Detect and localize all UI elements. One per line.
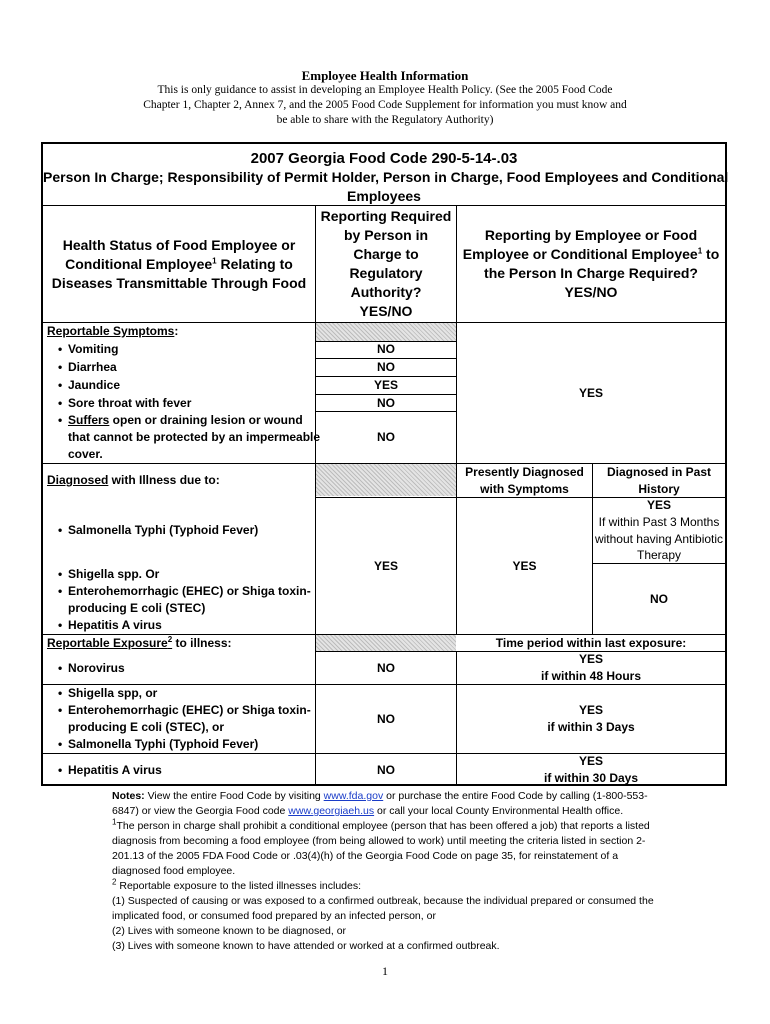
symptom-lesion-line-1: • Suffers open or draining lesion or wound [58,412,303,429]
notes-line-2: 6847) or view the Georgia Food code www.georgiaeh.us or call your local County Environmental Health office. [112,805,624,817]
footnote-1-line-4: diagnosed food employee. [112,865,236,877]
hepatitis-exposure-pic-value: NO [377,763,395,777]
section-title-line-2: Employees [347,188,421,204]
intro-line-1: This is only guidance to assist in developing an Employee Health Policy. (See the 2005 Food Code [157,84,613,96]
footnote-2-line-4: (2) Lives with someone known to be diagnosed, or [112,925,347,937]
col1-header-line-3: Diseases Transmittable Through Food [51,275,307,291]
footnote-1-line-1: $^1$The person in charge shall prohibit a conditional employee (person that has been offered a job) that reports a listed [112,817,650,832]
vomiting-pic-value: NO [377,342,395,356]
col1-header-line-1: Health Status of Food Employee or [62,237,296,253]
lesion-pic-value: NO [377,430,395,444]
col2-header-line-5: Authority? [350,284,422,300]
sore-throat-pic-value: NO [377,396,395,410]
group-exposure-pic-value: NO [377,712,395,726]
page-number: 1 [382,964,388,978]
diagnosed-shigella: • Shigella spp. Or [58,566,159,583]
hepatitis-period-yes: YES [578,754,603,768]
diagnosed-ehec-line-2: producing E coli (STEC) [68,601,206,615]
typhoid-past-line-1: If within Past 3 Months [598,515,720,529]
exposure-norovirus: • Norovirus [58,660,125,677]
diarrhea-pic-value: NO [377,360,395,374]
col1-header-line-2: Conditional Employee$^1$ Relating to [65,256,293,272]
symptoms-label: Reportable Symptoms: [47,324,179,338]
symptom-sore-throat: • Sore throat with fever [58,395,191,412]
footnote-2-line-1: $^2$ Reportable exposure to the listed illnesses includes: [112,877,362,892]
presently-diagnosed-header-1: Presently Diagnosed [465,465,584,479]
group-exposure-period-yes: YES [578,703,603,717]
diagnosed-present-value: YES [512,559,537,573]
georgiaeh-link[interactable]: www.georgiaeh.us [288,805,375,817]
exposure-ehec-line-1: • Enterohemorrhagic (EHEC) or Shiga toxin- [58,702,311,719]
notes-line-1: Notes: View the entire Food Code by visiting www.fda.gov or purchase the entire Food Code by calling (1-800-553- [112,790,648,802]
symptom-jaundice: • Jaundice [58,377,120,394]
col2-header-line-2: by Person in [343,227,429,243]
col3-header-line-4: YES/NO [564,284,618,300]
exposure-ehec-line-2: producing E coli (STEC), or [68,720,224,734]
diagnosed-hepatitis-a: • Hepatitis A virus [58,617,162,634]
symptoms-employee-value: YES [578,386,603,400]
symptom-lesion-line-3: cover. [68,447,103,461]
hepatitis-period: if within 30 Days [543,771,639,785]
typhoid-past-line-2: without having Antibiotic [594,532,724,546]
document-title: Employee Health Information [301,68,469,83]
past-history-header-1: Diagnosed in Past [606,465,712,479]
diagnosed-label: Diagnosed with Illness due to: [47,473,220,487]
symptom-diarrhea: • Diarrhea [58,359,117,376]
norovirus-pic-value: NO [377,661,395,675]
intro-line-2: Chapter 1, Chapter 2, Annex 7, and the 2005 Food Code Supplement for information you must know and [143,99,627,111]
col3-header-line-1: Reporting by Employee or Food [484,227,698,243]
intro-line-3: be able to share with the Regulatory Authority) [276,114,494,126]
footnote-1-line-2: diagnosis from becoming a food employee (from being allowed to work) until meeting the criteria listed in section 2- [112,835,646,847]
section-title-line-1: Person In Charge; Responsibility of Permit Holder, Person in Charge, Food Employees and Conditional [43,169,729,185]
footnote-2-line-2: (1) Suspected of causing or was exposed to a confirmed outbreak, because the individual prepared or consumed the [112,895,654,907]
exposure-label: Reportable Exposure$^2$ to illness: [47,635,232,650]
time-period-header: Time period within last exposure: [495,636,687,650]
hatched-cell-exposure [316,635,456,651]
group-past-value: NO [650,592,668,606]
footnote-2-line-3: implicated food, or consumed food prepared by an infected person, or [112,910,436,922]
col2-header-line-1: Reporting Required [320,208,452,224]
typhoid-past-line-3: Therapy [636,548,682,562]
group-exposure-period: if within 3 Days [547,720,635,734]
footnote-2-line-5: (3) Lives with someone known to have attended or worked at a confirmed outbreak. [112,940,500,952]
exposure-typhoid: • Salmonella Typhi (Typhoid Fever) [58,736,258,753]
typhoid-past-yes: YES [646,498,671,512]
exposure-shigella: • Shigella spp, or [58,685,157,702]
code-title: 2007 Georgia Food Code 290-5-14-.03 [250,150,518,167]
col3-header-line-3: the Person In Charge Required? [484,265,698,281]
col2-header-line-3: Charge to [353,246,419,262]
hatched-cell-symptoms [316,323,456,341]
symptom-vomiting: • Vomiting [58,341,118,358]
jaundice-pic-value: YES [373,378,398,392]
footnote-1-line-3: 201.13 of the 2005 FDA Food Code or .03(4)(h) of the Georgia Food Code on page 35, for reinstatement of a [112,850,619,862]
fda-link[interactable]: www.fda.gov [323,790,384,802]
symptom-lesion-line-2: that cannot be protected by an impermeable [68,430,321,444]
exposure-hepatitis-a: • Hepatitis A virus [58,762,162,779]
col2-header-line-6: YES/NO [359,303,413,319]
col3-header-line-2: Employee or Conditional Employee$^1$ to [462,246,720,262]
diagnosed-typhoid: • Salmonella Typhi (Typhoid Fever) [58,522,258,539]
past-history-header-2: History [638,482,680,496]
hatched-cell-diagnosed [316,464,456,496]
col2-header-line-4: Regulatory [349,265,423,281]
presently-diagnosed-header-2: with Symptoms [480,482,569,496]
norovirus-period: if within 48 Hours [540,669,641,683]
diagnosed-ehec-line-1: • Enterohemorrhagic (EHEC) or Shiga toxin- [58,583,311,600]
norovirus-period-yes: YES [578,652,603,666]
diagnosed-pic-value: YES [373,559,398,573]
